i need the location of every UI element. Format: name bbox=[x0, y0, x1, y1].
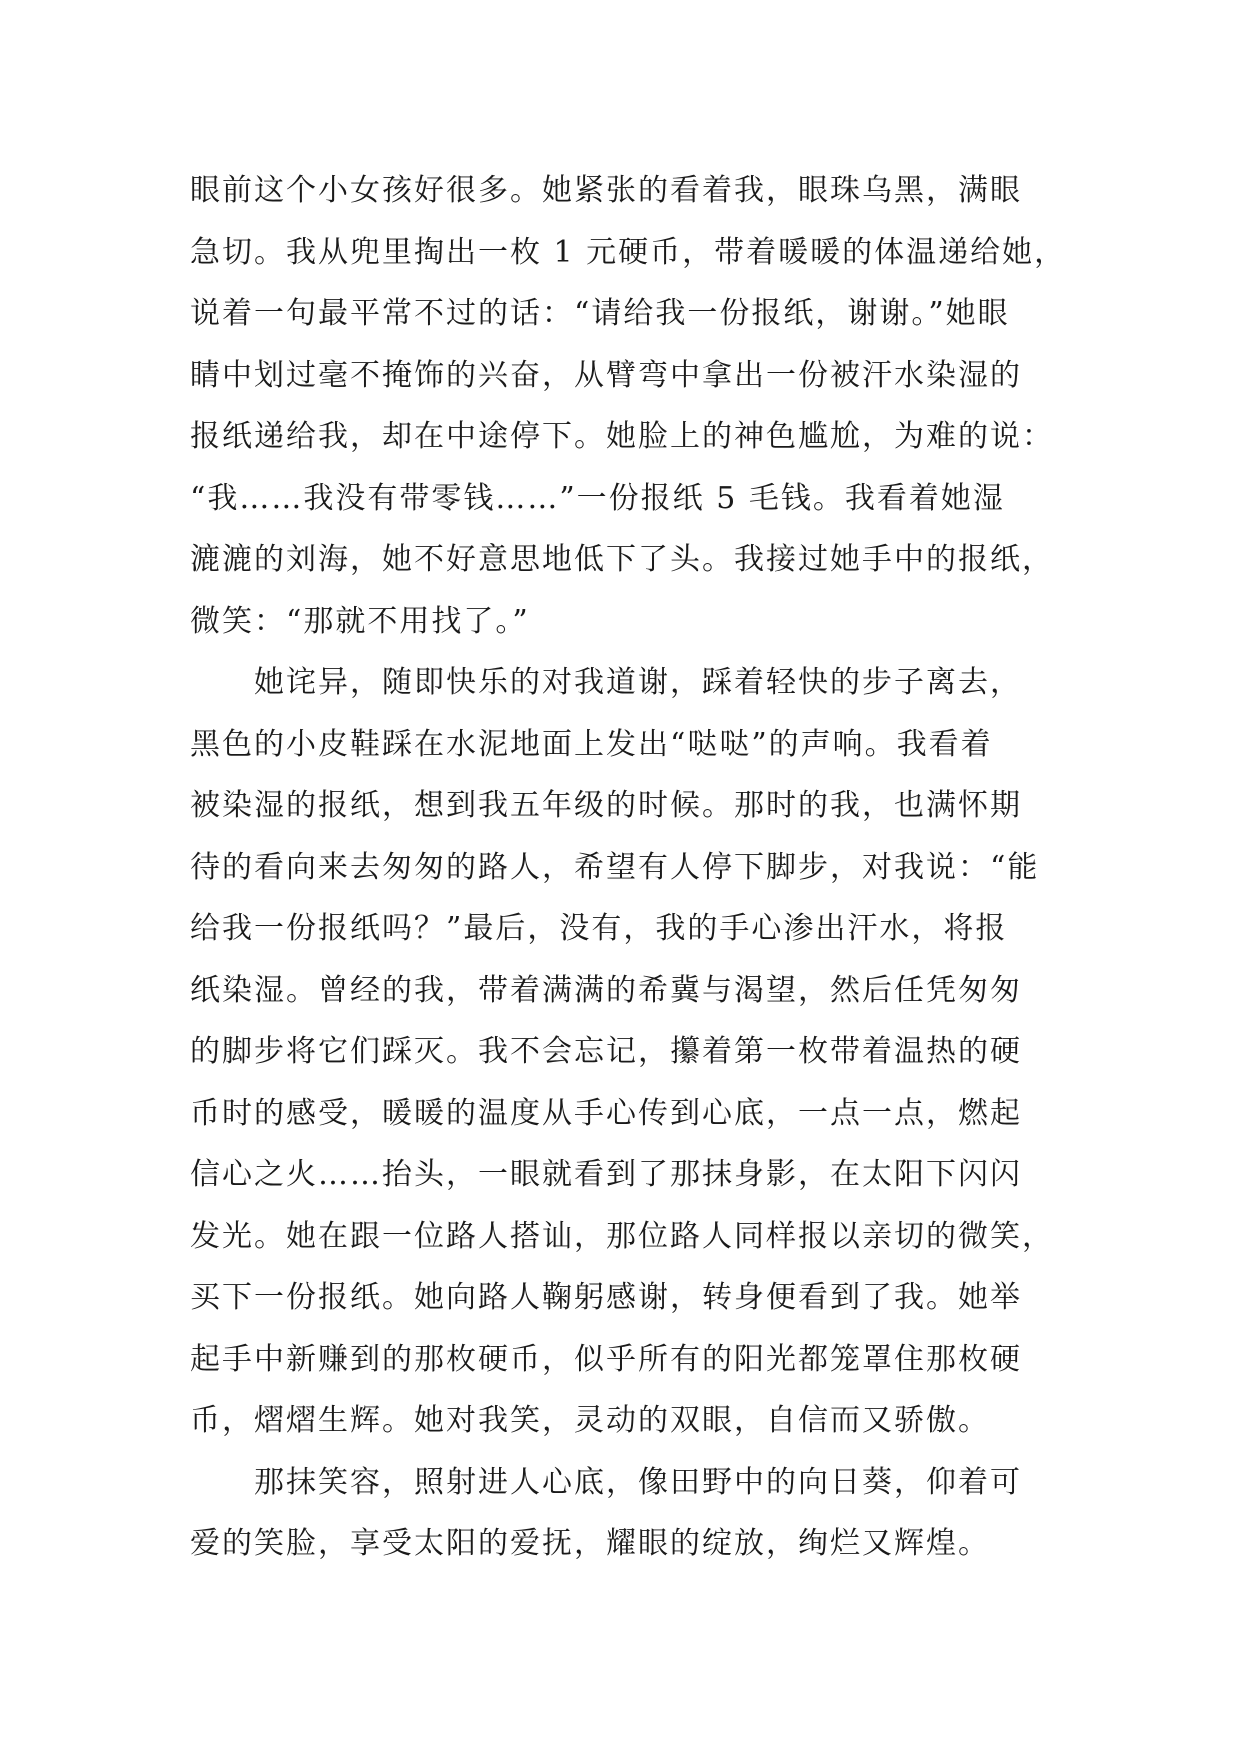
text-line: 发光。她在跟一位路人搭讪，那位路人同样报以亲切的微笑， bbox=[190, 1218, 1054, 1254]
text-line: 报纸递给我，却在中途停下。她脸上的神色尴尬，为难的说： bbox=[190, 419, 1054, 454]
text-line: 急切。我从兜里掏出一枚 1 元硬币，带着暖暖的体温递给她， bbox=[190, 234, 1067, 270]
text-line: 微笑：“那就不用找了。” bbox=[190, 603, 530, 639]
text-line: 起手中新赚到的那枚硬币，似乎所有的阳光都笼罩住那枚硬 bbox=[190, 1341, 1022, 1377]
text-line: “我……我没有带零钱……”一份报纸 5 毛钱。我看着她湿 bbox=[190, 480, 1005, 516]
paragraph-1 bbox=[190, 160, 1067, 652]
text-line: 黑色的小皮鞋踩在水泥地面上发出“哒哒”的声响。我看着 bbox=[190, 726, 993, 762]
text-line: 说着一句最平常不过的话：“请给我一份报纸，谢谢。”她眼 bbox=[190, 296, 1010, 331]
text-line: 币时的感受，暖暖的温度从手心传到心底，一点一点，燃起 bbox=[190, 1095, 1022, 1131]
text-line: 漉漉的刘海，她不好意思地低下了头。我接过她手中的报纸， bbox=[190, 542, 1054, 577]
text-line: 纸染湿。曾经的我，带着满满的希冀与渴望，然后任凭匆匆 bbox=[190, 972, 1022, 1008]
text-line-indented: 那抹笑容，照射进人心底，像田野中的向日葵，仰着可 bbox=[254, 1464, 1022, 1500]
text-line: 信心之火……抬头，一眼就看到了那抹身影，在太阳下闪闪 bbox=[190, 1157, 1022, 1192]
text-line: 给我一份报纸吗？”最后，没有，我的手心渗出汗水，将报 bbox=[190, 911, 1008, 946]
text-line: 眼前这个小女孩好很多。她紧张的看着我，眼珠乌黑，满眼 bbox=[190, 173, 1022, 208]
paragraph-2 bbox=[190, 652, 1054, 1452]
text-line: 被染湿的报纸，想到我五年级的时候。那时的我，也满怀期 bbox=[190, 788, 1022, 823]
text-line: 睛中划过毫不掩饰的兴奋，从臂弯中拿出一份被汗水染湿的 bbox=[190, 357, 1022, 393]
text-line: 爱的笑脸，享受太阳的爱抚，耀眼的绽放，绚烂又辉煌。 bbox=[190, 1526, 990, 1561]
text-line-indented: 她诧异，随即快乐的对我道谢，踩着轻快的步子离去， bbox=[254, 665, 1022, 700]
text-line: 买下一份报纸。她向路人鞠躬感谢，转身便看到了我。她举 bbox=[190, 1280, 1022, 1315]
paragraph-3 bbox=[190, 1452, 1050, 1575]
text-line: 的脚步将它们踩灭。我不会忘记，攥着第一枚带着温热的硬 bbox=[190, 1034, 1022, 1069]
document-body bbox=[190, 160, 1067, 1575]
text-line: 币，熠熠生辉。她对我笑，灵动的双眼，自信而又骄傲。 bbox=[190, 1403, 990, 1438]
text-line: 待的看向来去匆匆的路人，希望有人停下脚步，对我说：“能 bbox=[190, 849, 1040, 885]
